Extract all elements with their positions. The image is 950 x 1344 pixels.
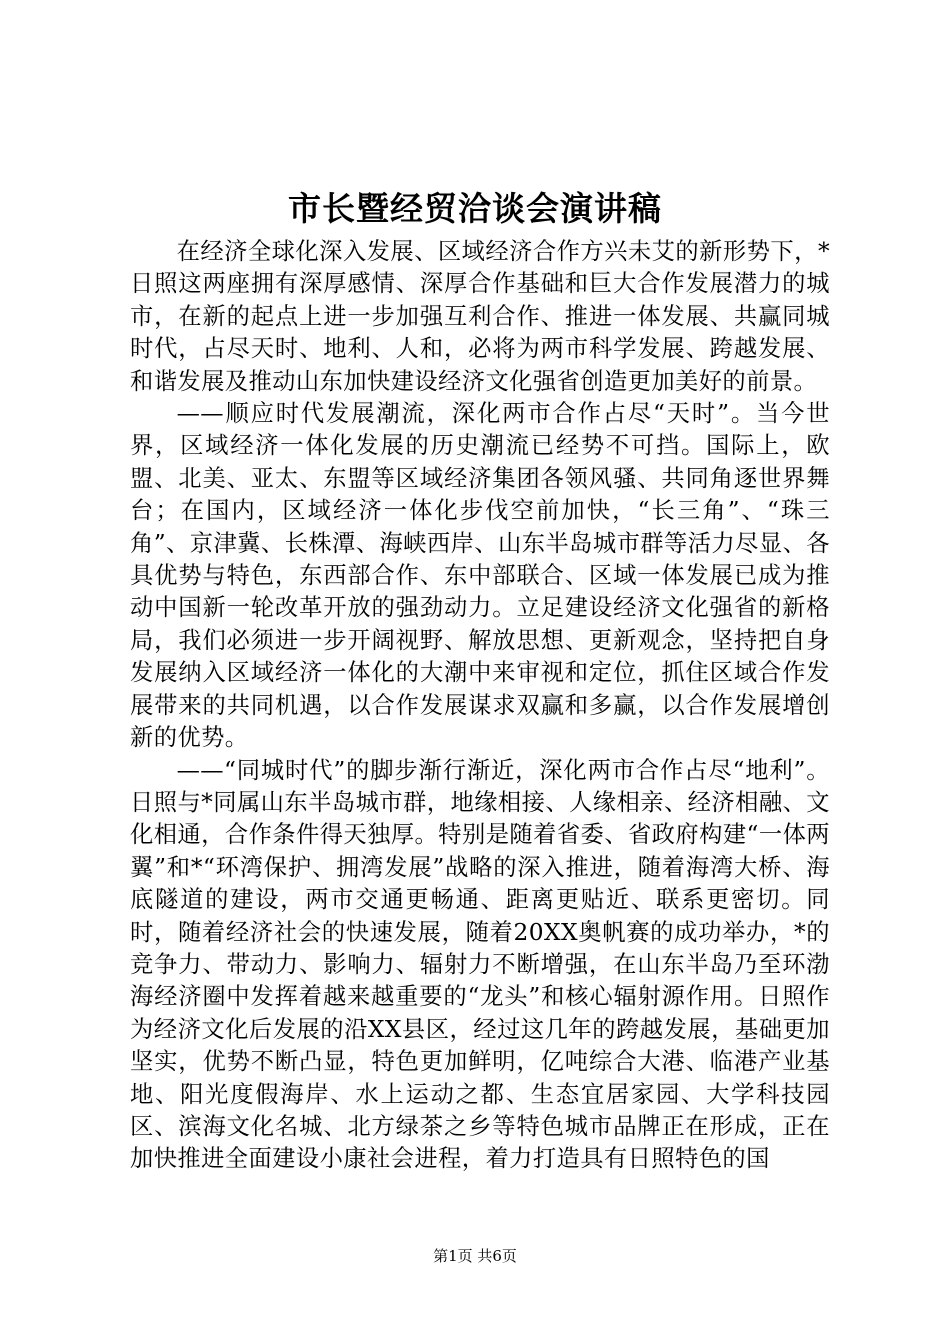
document-body: [130, 236, 830, 1176]
page-number-footer: 第1页 共6页: [433, 1247, 517, 1265]
document-title: 市长暨经贸洽谈会演讲稿: [288, 189, 662, 228]
paragraph-dili: ——“同城时代”的脚步渐行渐近，深化两市合作占尽“地利”。日照与*同属山东半岛城市群，地缘相接、人缘相亲、经济相融、文化相通，合作条件得天独厚。特别是随着省委、省政府构建“一体两翼”和*“环湾保护、拥湾发展”战略的深入推进，随着海湾大桥、海底隧道的建设，两市交通更畅通、距离更贴近、联系更密切。同时，随着经济社会的快速发展，随着20XX奥帆赛的成功举办，*的竞争力、带动力、影响力、辐射力不断增强，在山东半岛乃至环渤海经济圈中发挥着越来越重要的“龙头”和核心辐射源作用。日照作为经济文化后发展的沿XX县区，经过这几年的跨越发展，基础更加坚实，优势不断凸显，特色更加鲜明，亿吨综合大港、临港产业基地、阳光度假海岸、水上运动之都、生态宜居家园、大学科技园区、滨海文化名城、北方绿茶之乡等特色城市品牌正在形成，正在加快推进全面建设小康社会进程，着力打造具有日照特色的国: [130, 756, 830, 1173]
paragraph-intro: 在经济全球化深入发展、区域经济合作方兴未艾的新形势下，*日照这两座拥有深厚感情、深厚合作基础和巨大合作发展潜力的城市，在新的起点上进一步加强互利合作、推进一体发展、共赢同城时代，占尽天时、地利、人和，必将为两市科学发展、跨越发展、和谐发展及推动山东加快建设经济文化强省创造更加美好的前景。: [130, 238, 830, 395]
paragraph-tianshi: ——顺应时代发展潮流，深化两市合作占尽“天时”。当今世界，区域经济一体化发展的历史潮流已经势不可挡。国际上，欧盟、北美、亚太、东盟等区域经济集团各领风骚、共同角逐世界舞台；在国内，区域经济一体化步伐空前加快，“长三角”、“珠三角”、京津冀、长株潭、海峡西岸、山东半岛城市群等活力尽显、各具优势与特色，东西部合作、东中部联合、区域一体发展已成为推动中国新一轮改革开放的强劲动力。立足建设经济文化强省的新格局，我们必须进一步开阔视野、解放思想、更新观念，坚持把自身发展纳入区域经济一体化的大潮中来审视和定位，抓住区域合作发展带来的共同机遇，以合作发展谋求双赢和多赢，以合作发展增创新的优势。: [130, 400, 830, 752]
